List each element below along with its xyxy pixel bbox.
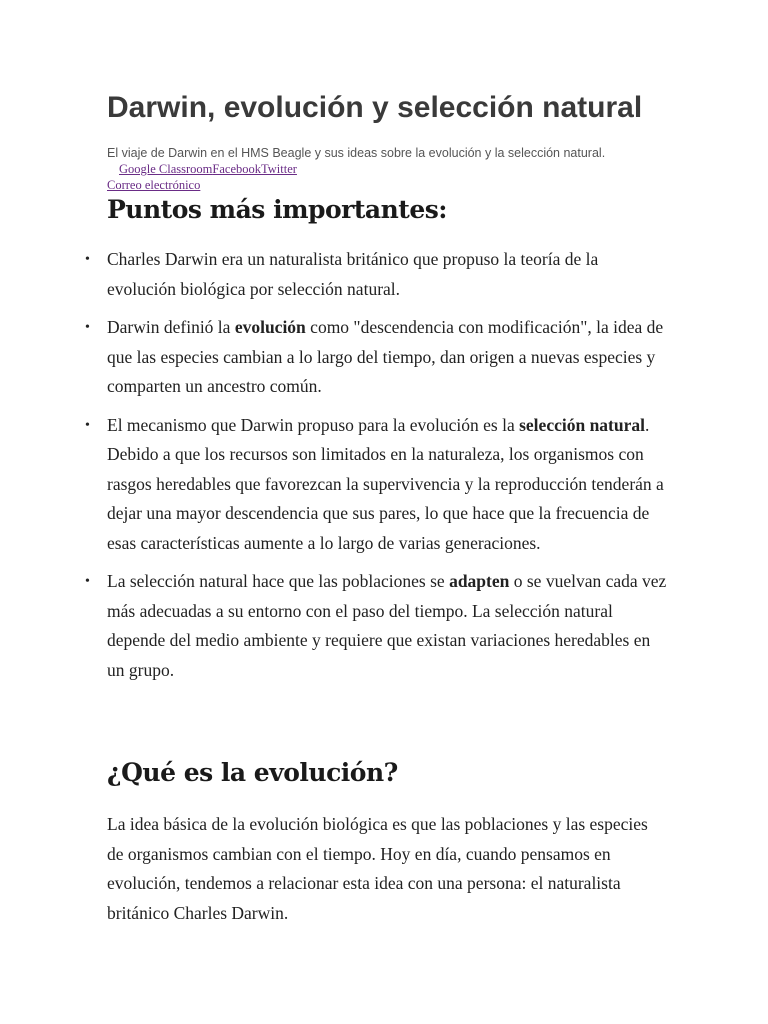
bullet-icon: •: [85, 574, 90, 589]
twitter-link[interactable]: Twitter: [261, 162, 297, 176]
key-point-text: La selección natural hace que las poblaciones se: [107, 571, 450, 591]
email-link[interactable]: Correo electrónico: [107, 178, 201, 192]
key-points-list: [85, 245, 667, 694]
section-paragraph: La idea básica de la evolución biológica es que las poblaciones y las especies de organismos cambian con el tiempo. Hoy en día, cuando pensamos en evolución, tendemos a relacionar esta idea con una persona: el naturalista británico Charles Darwin.: [107, 814, 648, 923]
key-point-item: [85, 245, 667, 304]
section-heading: ¿Qué es la evolución?: [107, 758, 398, 787]
google-classroom-link[interactable]: Google Classroom: [119, 162, 213, 176]
key-point-text: o se vuelvan cada vez más adecuadas a su entorno con el paso del tiempo. La selección natural depende del medio ambiente y requiere que existan variaciones heredables en un grupo.: [107, 571, 667, 680]
key-point-item: [85, 567, 667, 685]
key-points-heading: Puntos más importantes:: [107, 195, 448, 224]
key-point-item: [85, 411, 667, 559]
bullet-icon: •: [85, 252, 90, 267]
share-links-row: [107, 161, 297, 177]
key-point-text: como "descendencia con modificación", la idea de que las especies cambian a lo largo del tiempo, dan origen a nuevas especies y comparten un ancestro común.: [107, 317, 664, 396]
bullet-icon: •: [85, 417, 90, 433]
key-point-text: . Debido a que los recursos son limitados en la naturaleza, los organismos con rasgos heredables que favorezcan la supervivencia y la reproducción tenderán a dejar una mayor descendencia que sus pares, lo que hace que la frecuencia de esas características aumente a lo largo de varias generaciones.: [107, 414, 664, 553]
share-links-row: [107, 177, 297, 193]
key-point-emphasis: selección natural: [519, 414, 645, 435]
key-point-text: Charles Darwin era un naturalista británico que propuso la teoría de la evolución biológica por selección natural.: [107, 249, 599, 299]
key-point-emphasis: adapten: [449, 571, 510, 591]
share-links: [107, 161, 297, 193]
facebook-link[interactable]: Facebook: [212, 162, 262, 176]
key-point-text: Darwin definió la: [107, 317, 235, 337]
article-subtitle: El viaje de Darwin en el HMS Beagle y sus ideas sobre la evolución y la selección natural.: [107, 146, 606, 160]
key-point-text: El mecanismo que Darwin propuso para la evolución es la: [107, 414, 520, 435]
article-title: Darwin, evolución y selección natural: [107, 91, 643, 124]
bullet-icon: •: [85, 320, 90, 335]
key-point-item: [85, 313, 667, 402]
key-point-emphasis: evolución: [234, 317, 306, 337]
